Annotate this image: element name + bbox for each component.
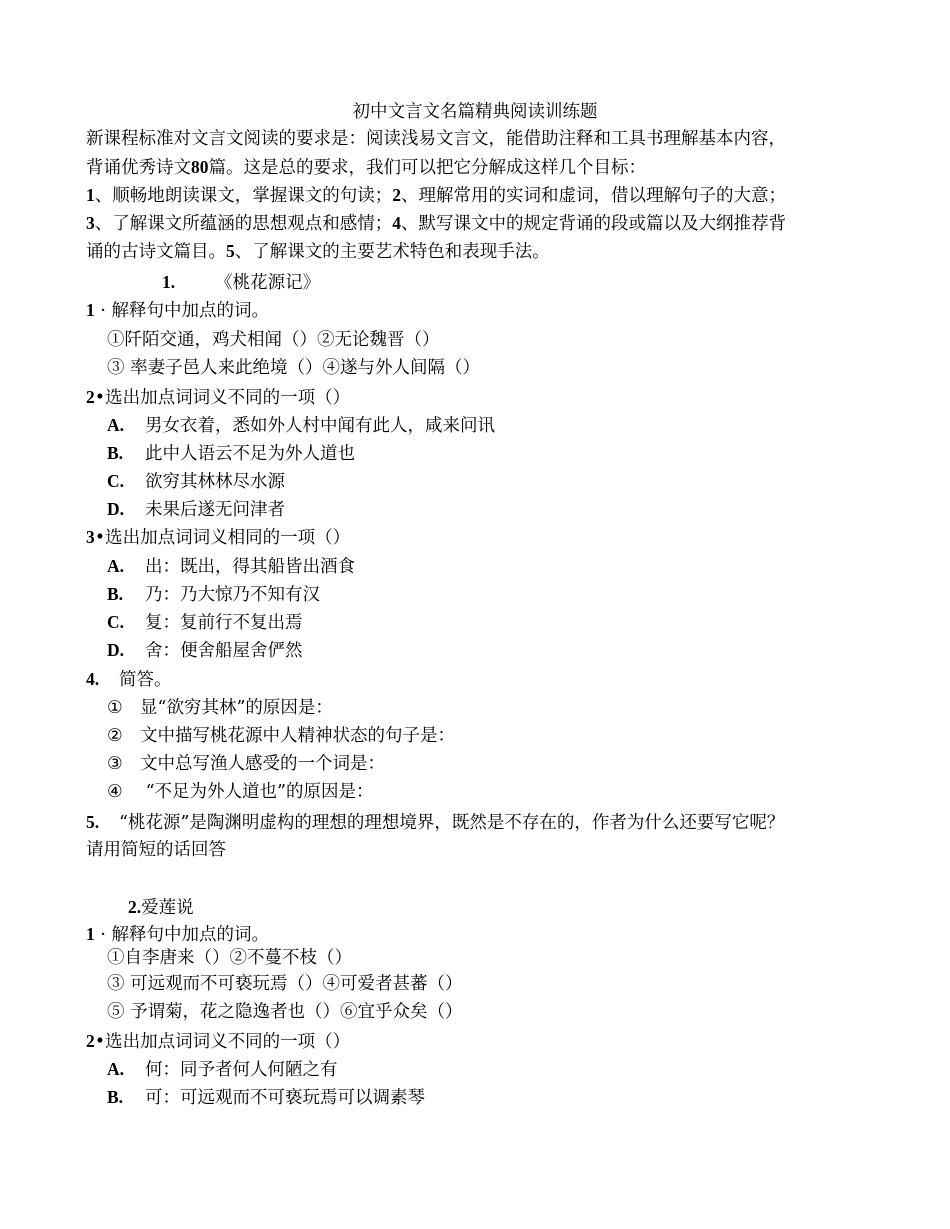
goal-text: 、顺畅地朗读课文，掌握课文的句读； [94, 186, 393, 206]
goal-text: 、理解常用的实词和虚词，借以理解句子的大意； [401, 186, 786, 206]
option [107, 610, 303, 635]
intro-line-4 [86, 211, 786, 236]
question-number: 3 [86, 527, 95, 547]
section-title: 《桃花源记》 [215, 273, 321, 293]
s2-q1-line-2: ③ 可远观而不可亵玩焉（）④可爱者甚蕃（） [107, 974, 463, 994]
option-text: 何：同予者何人何陋之有 [145, 1060, 338, 1080]
s2-q1-line-3: ⑤ 予谓菊，花之隐逸者也（）⑥宜乎众矣（） [107, 1002, 463, 1022]
goal-number: 5 [226, 241, 235, 261]
option-label: A. [107, 1059, 125, 1079]
section-1-heading [162, 270, 320, 295]
item-number: ④ [107, 782, 123, 802]
s1-q1 [86, 298, 269, 323]
section-2-heading [128, 895, 194, 920]
option-label: B. [107, 584, 124, 604]
intro-line-5 [86, 239, 550, 264]
option-label: A. [107, 556, 125, 576]
s2-q1 [86, 922, 269, 947]
option [107, 554, 355, 579]
option-label: D. [107, 640, 125, 660]
item-number: ③ [107, 754, 123, 774]
section-title: 爱莲说 [141, 898, 194, 918]
option-label: B. [107, 443, 124, 463]
question-text: · 解释句中加点的词。 [94, 925, 269, 945]
question-number: 2 [86, 387, 95, 407]
question-text: •选出加点词词义不同的一项（） [94, 388, 351, 408]
item-number: ② [107, 726, 123, 746]
short-answer-item [107, 696, 333, 720]
s1-q2 [86, 385, 350, 410]
goal-number: 3 [86, 213, 95, 233]
goal-text: 、默写课文中的规定背诵的段或篇以及大纲推荐背 [401, 214, 786, 234]
option-text: 出：既出，得其船皆出酒食 [145, 557, 355, 577]
goal-text: 、了解课文的主要艺术特色和表现手法。 [234, 242, 550, 262]
s1-q4 [86, 667, 172, 692]
intro-line-3 [86, 183, 786, 208]
option-text: 男女衣着，悉如外人村中闻有此人，咸来问讯 [145, 416, 495, 436]
question-number: 1 [86, 924, 95, 944]
option [107, 1085, 425, 1110]
goal-text: 、了解课文所蕴涵的思想观点和感情； [94, 214, 393, 234]
option-label: C. [107, 612, 125, 632]
question-text: · 解释句中加点的词。 [94, 301, 269, 321]
option-text: 复：复前行不复出焉 [145, 613, 303, 633]
option-text: 可：可远观而不可亵玩焉可以调素琴 [145, 1088, 425, 1108]
question-number: 2 [86, 1031, 95, 1051]
item-text: 文中描写桃花源中人精神状态的句子是： [140, 726, 455, 746]
goal-number: 1 [86, 185, 95, 205]
option-text: 未果后遂无问津者 [145, 500, 285, 520]
question-text: 简答。 [119, 670, 172, 690]
question-text: •选出加点词词义相同的一项（） [94, 528, 351, 548]
option [107, 469, 285, 494]
goal-number: 2 [392, 185, 401, 205]
page-title: 初中文言文名篇精典阅读训练题 [352, 102, 598, 122]
question-number: 1 [86, 300, 95, 320]
option-text: 此中人语云不足为外人道也 [145, 444, 355, 464]
intro-line-2 [86, 155, 646, 180]
intro-text: 背诵优秀诗文 [86, 158, 191, 178]
s1-q1-line-2: ③ 率妻子邑人来此绝境（）④遂与外人间隔（） [107, 358, 481, 378]
option [107, 638, 303, 663]
item-number: ① [107, 698, 123, 718]
s1-q1-line-1: ①阡陌交通，鸡犬相闻（）②无论魏晋（） [107, 330, 440, 350]
option-label: A. [107, 415, 125, 435]
s1-q3 [86, 525, 350, 550]
intro-line-1: 新课程标准对文言文阅读的要求是：阅读浅易文言文，能借助注释和工具书理解基本内容， [86, 129, 786, 149]
item-text: 显“欲穷其林”的原因是： [140, 698, 333, 718]
option-label: B. [107, 1087, 124, 1107]
short-answer-item [107, 724, 455, 748]
intro-text: 篇。这是总的要求，我们可以把它分解成这样几个目标： [208, 158, 646, 178]
option [107, 441, 355, 466]
s2-q2 [86, 1029, 350, 1054]
option [107, 413, 495, 438]
intro-number: 80 [191, 157, 209, 177]
option-text: 欲穷其林林尽水源 [145, 472, 285, 492]
question-text: •选出加点词词义不同的一项（） [94, 1032, 351, 1052]
goal-number: 4 [392, 213, 401, 233]
goal-text: 诵的古诗文篇目。 [86, 242, 226, 262]
question-number: 4. [86, 669, 100, 689]
option-text: 舍：便舍船屋舍俨然 [145, 641, 303, 661]
s1-q5-line-2: 请用简短的话回答 [86, 840, 226, 860]
s2-q1-line-1: ①自李唐来（）②不蔓不枝（） [107, 948, 352, 968]
section-number: 2. [128, 897, 142, 917]
option [107, 497, 285, 522]
item-text: “不足为外人道也”的原因是： [140, 782, 374, 802]
option-label: D. [107, 499, 125, 519]
item-text: 文中总写渔人感受的一个词是： [140, 754, 385, 774]
question-number: 5. [86, 812, 100, 832]
option-label: C. [107, 471, 125, 491]
question-text: “桃花源”是陶渊明虚构的理想的理想境界，既然是不存在的，作者为什么还要写它呢？ [119, 813, 785, 833]
short-answer-item [107, 752, 385, 776]
s1-q5 [86, 810, 784, 835]
section-number: 1. [162, 272, 176, 292]
option-text: 乃：乃大惊乃不知有汉 [145, 585, 320, 605]
option [107, 582, 320, 607]
short-answer-item [107, 780, 373, 804]
option [107, 1057, 338, 1082]
